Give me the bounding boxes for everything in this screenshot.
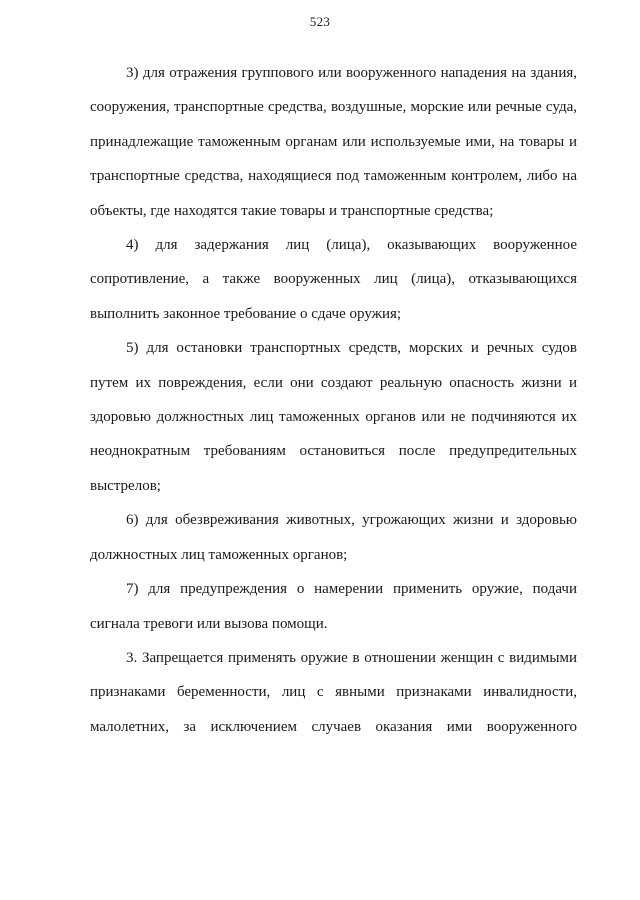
document-body (90, 56, 577, 744)
paragraph-clause-3: 3. Запрещается применять оружие в отношении женщин с видимыми признаками беременности, лиц с явными признаками инвалидности, малолетних, за исключением случаев оказания ими вооруженного (90, 649, 577, 735)
paragraph-item-5: 5) для остановки транспортных средств, морских и речных судов путем их повреждения, если они создают реальную опасность жизни и здоровью должностных лиц таможенных органов или не подчиняются их неоднократным требованиям остановиться после предупредительных выстрелов; (90, 340, 577, 494)
paragraph-item-4: 4) для задержания лиц (лица), оказывающих вооруженное сопротивление, а также вооруженных лиц (лица), отказывающихся выполнить законное требование о сдаче оружия; (90, 237, 577, 322)
paragraph-item-6: 6) для обезвреживания животных, угрожающих жизни и здоровью должностных лиц таможенных органов; (90, 512, 577, 563)
paragraph-item-7: 7) для предупреждения о намерении применить оружие, подачи сигнала тревоги или вызова помощи. (90, 581, 577, 632)
paragraph-item-3: 3) для отражения группового или вооруженного нападения на здания, сооружения, транспортные средства, воздушные, морские или речные суда, принадлежащие таможенным органам или используемые ими, на товары и транспортные средства, находящиеся под таможенным контролем, либо на объекты, где находятся такие товары и транспортные средства; (90, 65, 577, 219)
page-number: 523 (309, 14, 331, 29)
